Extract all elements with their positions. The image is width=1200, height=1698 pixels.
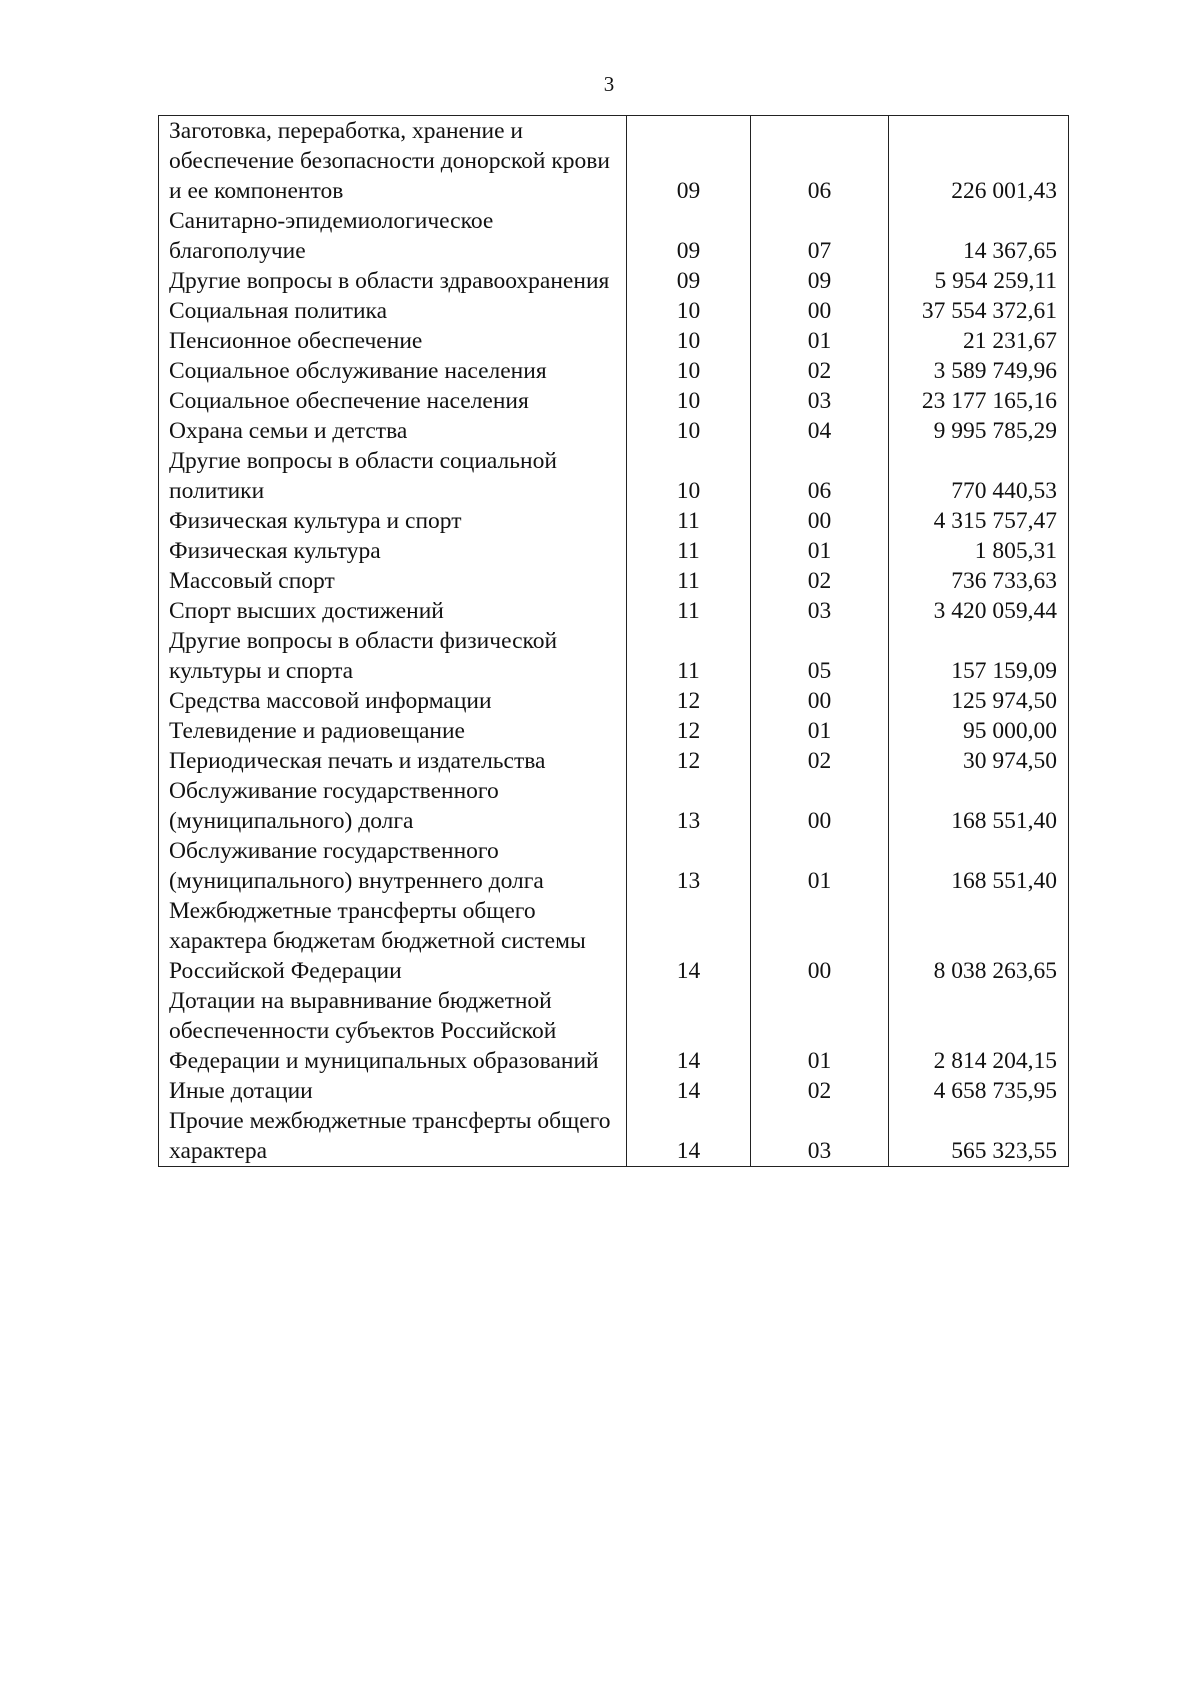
subsection-code-cell: 03 [751,1106,889,1167]
table-row [159,746,1069,776]
amount-cell: 168 551,40 [889,836,1069,896]
table-row [159,896,1069,986]
row-name-cell: Спорт высших достижений [159,596,627,626]
table-row [159,416,1069,446]
subsection-code-cell: 02 [751,356,889,386]
section-code-cell: 11 [627,626,751,686]
subsection-code-cell: 01 [751,986,889,1076]
amount-cell: 8 038 263,65 [889,896,1069,986]
subsection-code-cell: 03 [751,596,889,626]
subsection-code-cell: 01 [751,536,889,566]
subsection-code-cell: 01 [751,326,889,356]
table-row [159,716,1069,746]
section-code-cell: 09 [627,116,751,207]
row-name-cell: Обслуживание государственного (муниципального) долга [159,776,627,836]
section-code-cell: 12 [627,716,751,746]
table-row [159,776,1069,836]
amount-cell: 770 440,53 [889,446,1069,506]
row-name-cell: Дотации на выравнивание бюджетной обеспеченности субъектов Российской Федерации и муниципальных образований [159,986,627,1076]
table-row [159,446,1069,506]
amount-cell: 1 805,31 [889,536,1069,566]
row-name-cell: Другие вопросы в области физической культуры и спорта [159,626,627,686]
section-code-cell: 10 [627,296,751,326]
table-row [159,116,1069,207]
section-code-cell: 09 [627,266,751,296]
row-name-cell: Социальная политика [159,296,627,326]
row-name-cell: Физическая культура [159,536,627,566]
subsection-code-cell: 02 [751,1076,889,1106]
row-name-cell: Пенсионное обеспечение [159,326,627,356]
row-name-cell: Массовый спорт [159,566,627,596]
row-name-cell: Периодическая печать и издательства [159,746,627,776]
section-code-cell: 14 [627,1076,751,1106]
subsection-code-cell: 02 [751,746,889,776]
section-code-cell: 14 [627,896,751,986]
section-code-cell: 14 [627,986,751,1076]
amount-cell: 4 315 757,47 [889,506,1069,536]
subsection-code-cell: 07 [751,206,889,266]
table-row [159,1106,1069,1167]
row-name-cell: Заготовка, переработка, хранение и обеспечение безопасности донорской крови и ее компонентов [159,116,627,207]
section-code-cell: 10 [627,416,751,446]
section-code-cell: 11 [627,596,751,626]
row-name-cell: Обслуживание государственного (муниципального) внутреннего долга [159,836,627,896]
table-row [159,326,1069,356]
section-code-cell: 10 [627,446,751,506]
section-code-cell: 09 [627,206,751,266]
table-row [159,356,1069,386]
row-name-cell: Социальное обеспечение населения [159,386,627,416]
table-row [159,536,1069,566]
section-code-cell: 11 [627,566,751,596]
table-row [159,1076,1069,1106]
table-row [159,206,1069,266]
amount-cell: 95 000,00 [889,716,1069,746]
amount-cell: 2 814 204,15 [889,986,1069,1076]
amount-cell: 14 367,65 [889,206,1069,266]
table-row [159,596,1069,626]
section-code-cell: 11 [627,506,751,536]
row-name-cell: Другие вопросы в области здравоохранения [159,266,627,296]
row-name-cell: Охрана семьи и детства [159,416,627,446]
row-name-cell: Межбюджетные трансферты общего характера бюджетам бюджетной системы Российской Федерации [159,896,627,986]
subsection-code-cell: 09 [751,266,889,296]
subsection-code-cell: 00 [751,506,889,536]
row-name-cell: Иные дотации [159,1076,627,1106]
amount-cell: 9 995 785,29 [889,416,1069,446]
table-row [159,986,1069,1076]
table-row [159,566,1069,596]
subsection-code-cell: 06 [751,446,889,506]
subsection-code-cell: 04 [751,416,889,446]
section-code-cell: 13 [627,776,751,836]
section-code-cell: 10 [627,356,751,386]
row-name-cell: Телевидение и радиовещание [159,716,627,746]
row-name-cell: Санитарно-эпидемиологическое благополучие [159,206,627,266]
table-row [159,296,1069,326]
table-row [159,386,1069,416]
amount-cell: 125 974,50 [889,686,1069,716]
row-name-cell: Другие вопросы в области социальной политики [159,446,627,506]
amount-cell: 736 733,63 [889,566,1069,596]
table-row [159,686,1069,716]
row-name-cell: Прочие межбюджетные трансферты общего характера [159,1106,627,1167]
budget-expenditure-table [158,115,1069,1167]
section-code-cell: 14 [627,1106,751,1167]
row-name-cell: Физическая культура и спорт [159,506,627,536]
section-code-cell: 10 [627,326,751,356]
subsection-code-cell: 01 [751,716,889,746]
amount-cell: 5 954 259,11 [889,266,1069,296]
table-row [159,266,1069,296]
table-row [159,626,1069,686]
subsection-code-cell: 03 [751,386,889,416]
section-code-cell: 11 [627,536,751,566]
amount-cell: 226 001,43 [889,116,1069,207]
amount-cell: 565 323,55 [889,1106,1069,1167]
amount-cell: 37 554 372,61 [889,296,1069,326]
subsection-code-cell: 00 [751,896,889,986]
table-row [159,506,1069,536]
amount-cell: 23 177 165,16 [889,386,1069,416]
amount-cell: 168 551,40 [889,776,1069,836]
amount-cell: 30 974,50 [889,746,1069,776]
subsection-code-cell: 00 [751,686,889,716]
table-row [159,836,1069,896]
subsection-code-cell: 02 [751,566,889,596]
subsection-code-cell: 00 [751,776,889,836]
amount-cell: 4 658 735,95 [889,1076,1069,1106]
section-code-cell: 10 [627,386,751,416]
subsection-code-cell: 01 [751,836,889,896]
subsection-code-cell: 05 [751,626,889,686]
section-code-cell: 13 [627,836,751,896]
amount-cell: 21 231,67 [889,326,1069,356]
subsection-code-cell: 06 [751,116,889,207]
amount-cell: 3 589 749,96 [889,356,1069,386]
subsection-code-cell: 00 [751,296,889,326]
row-name-cell: Социальное обслуживание населения [159,356,627,386]
section-code-cell: 12 [627,746,751,776]
table-body [159,116,1069,1167]
row-name-cell: Средства массовой информации [159,686,627,716]
section-code-cell: 12 [627,686,751,716]
amount-cell: 157 159,09 [889,626,1069,686]
page-number: 3 [603,72,615,96]
amount-cell: 3 420 059,44 [889,596,1069,626]
